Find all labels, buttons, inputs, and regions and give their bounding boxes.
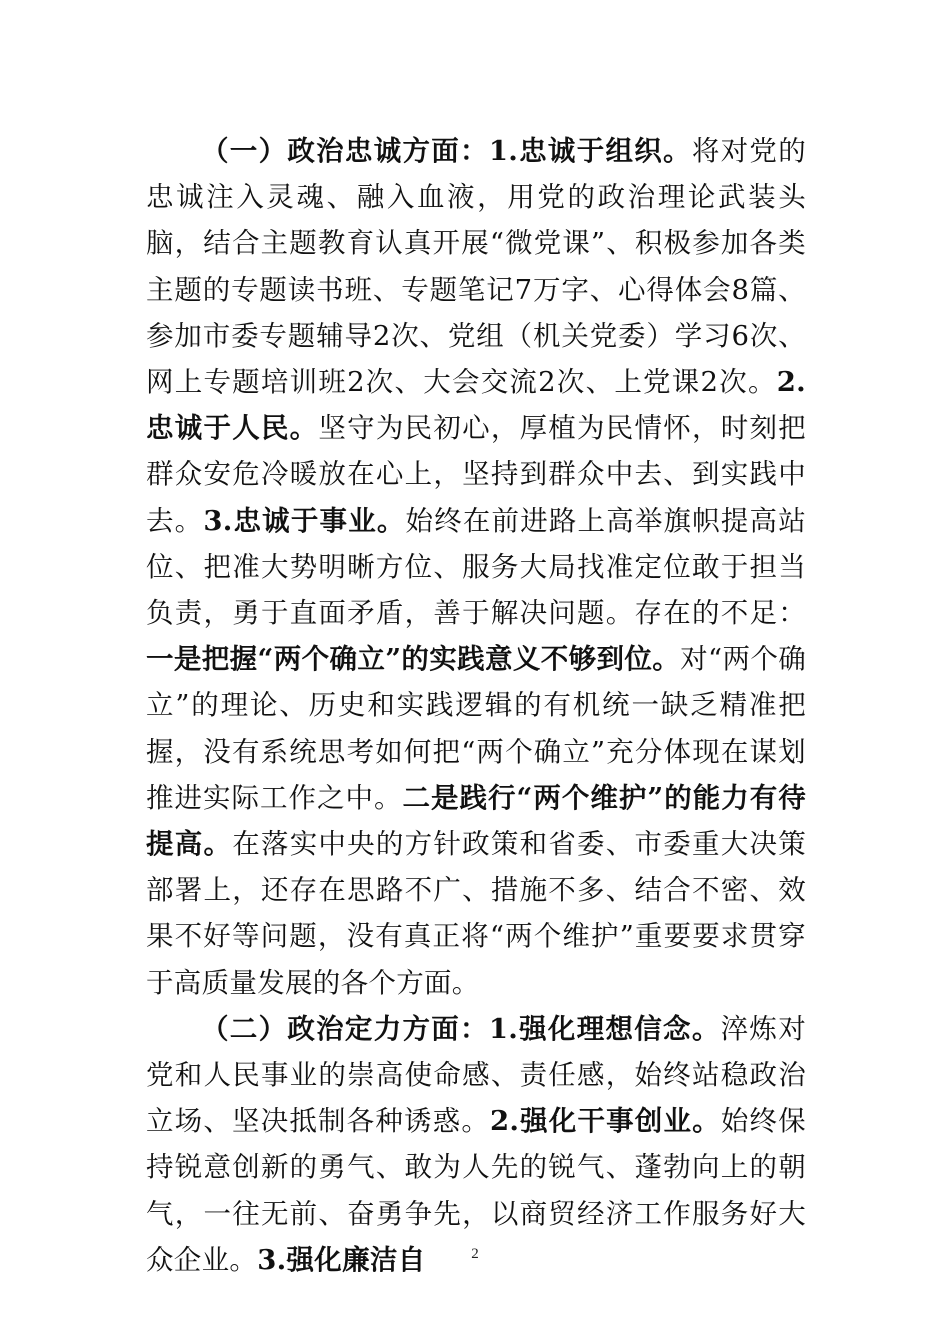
- bold-heading-run: 2.强化干事创业。: [490, 1105, 721, 1138]
- paragraph-political-loyalty: [146, 128, 806, 1006]
- bold-heading-run: 3.强化廉洁自: [257, 1243, 426, 1276]
- text-run: 对“两个确立”的理论、历史和实践逻辑的有机统一缺乏精准把握，没有系统思考如何把“两个确立”充分体现在谋划推进实际工作之中。: [146, 643, 806, 814]
- bold-heading-run: （一）政治忠诚方面：1.忠诚于组织。: [201, 135, 692, 167]
- paragraph-political-steadfastness: [146, 1006, 806, 1283]
- bold-heading-run: 2.忠诚于人民。: [146, 366, 806, 445]
- text-run: 始终在前进路上高举旗帜提高站位、把准大势明晰方位、服务大局找准定位敢于担当负责，勇于直面矛盾，善于解决问题。存在的不足：: [146, 504, 807, 630]
- bold-heading-run: （二）政治定力方面：1.强化理想信念。: [201, 1012, 721, 1045]
- page-number: 2: [471, 1246, 479, 1262]
- text-run: 将对党的忠诚注入灵魂、融入血液，用党的政治理论武装头脑，结合主题教育认真开展“微党课”、积极参加各类主题的专题读书班、专题笔记7万字、心得体会8篇、参加市委专题辅导2次、党组（机关党委）学习6次、网上专题培训班2次、大会交流2次、上党课2次。: [146, 135, 806, 399]
- text-run: 在落实中央的方针政策和省委、市委重大决策部署上，还存在思路不广、措施不多、结合不密、效果不好等问题，没有真正将“两个维护”重要要求贯穿于高质量发展的各个方面。: [146, 828, 807, 999]
- bold-heading-run: 3.忠诚于事业。: [203, 504, 406, 537]
- text-run: 始终保持锐意创新的勇气、敢为人先的锐气、蓬勃向上的朝气，一往无前、奋勇争先，以商贸经济工作服务好大众企业。: [146, 1105, 806, 1276]
- document-body: [146, 128, 806, 1283]
- text-run: 淬炼对党和人民事业的崇高使命感、责任感，始终站稳政治立场、坚决抵制各种诱惑。: [146, 1012, 806, 1138]
- bold-heading-run: 二是践行“两个维护”的能力有待提高。: [146, 781, 806, 861]
- text-run: 坚守为民初心，厚植为民情怀，时刻把群众安危冷暖放在心上，坚持到群众中去、到实践中去。: [146, 412, 806, 537]
- bold-heading-run: 一是把握“两个确立”的实践意义不够到位。: [146, 643, 681, 676]
